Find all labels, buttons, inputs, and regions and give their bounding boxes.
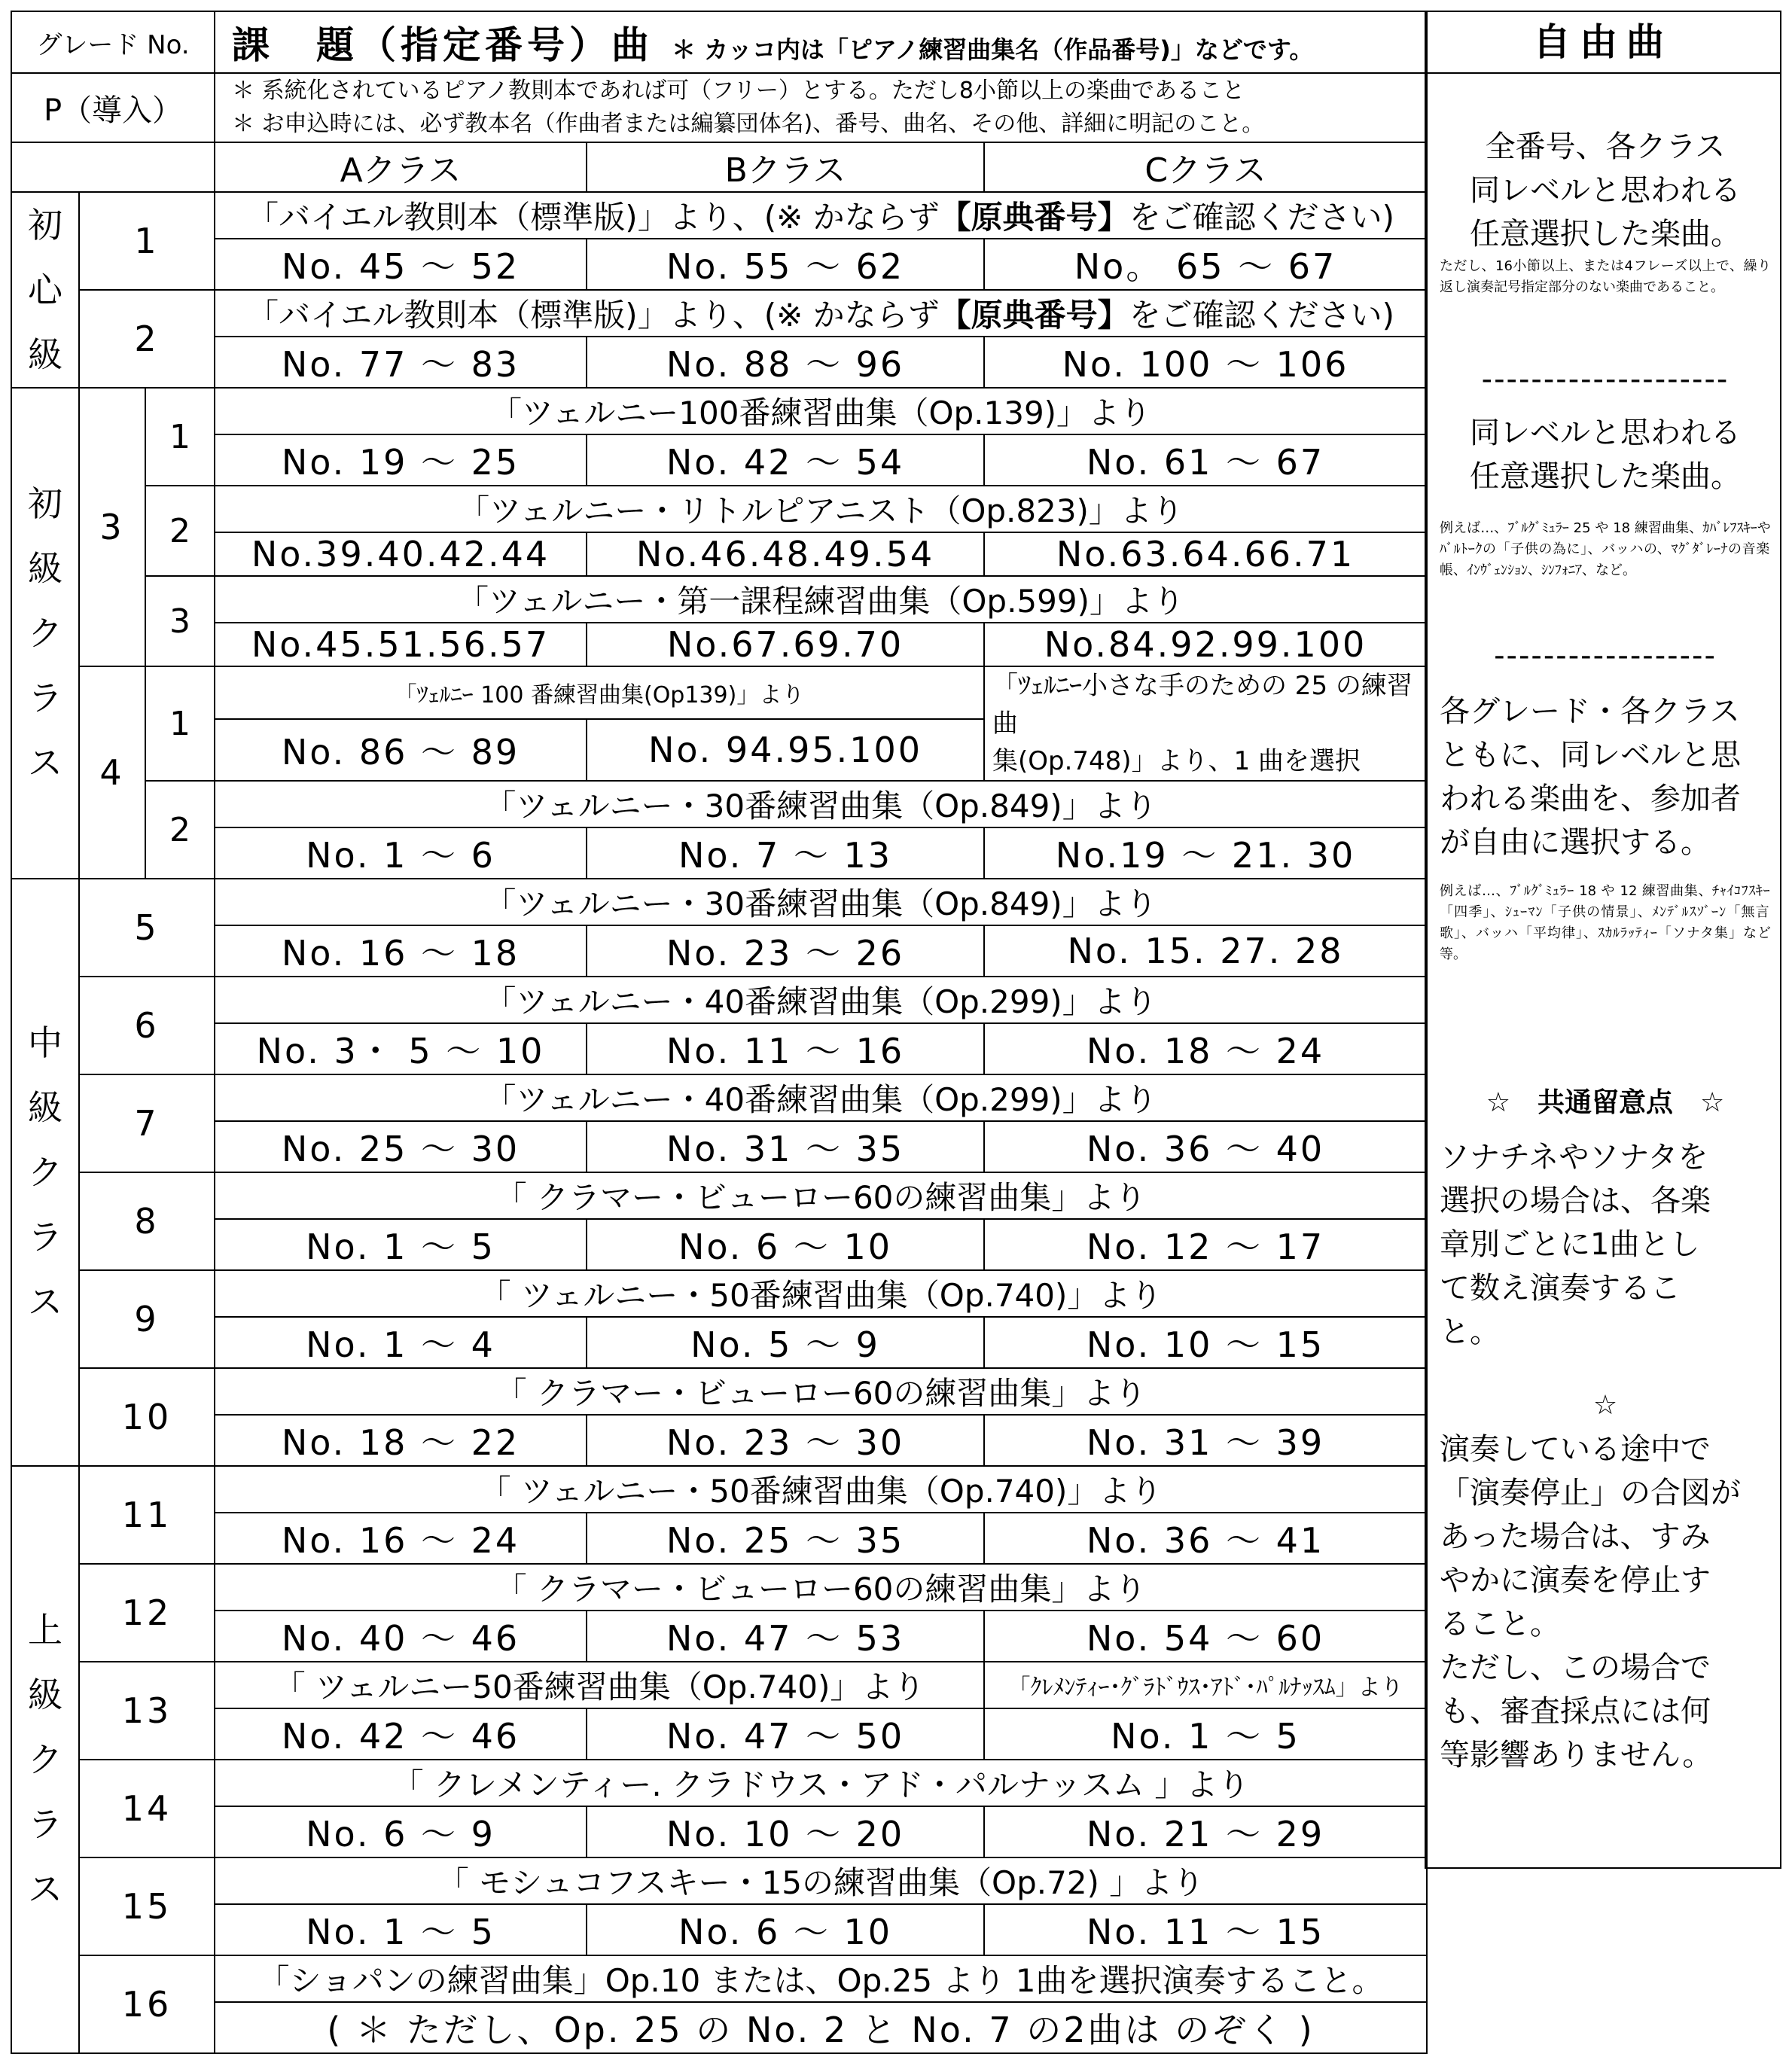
- grade-3-2-source: 「ツェルニー・リトルピアニスト（Op.823)」より: [215, 486, 1427, 532]
- grade-14-b: No. 10 ～ 20: [587, 1806, 984, 1857]
- grade-14-a: No. 6 ～ 9: [215, 1806, 587, 1857]
- level-chukyu: 中 級 ク ラ ス: [11, 879, 79, 1466]
- grade-1: 1: [79, 192, 215, 290]
- grade-4-1-source: 「ﾂｪﾙﾆｰ 100 番練習曲集(Op139)」より: [215, 666, 984, 719]
- grade-3: 3: [79, 388, 145, 666]
- level-jokyu: 上 級 ク ラ ス: [11, 1466, 79, 2053]
- grade-4-2-source: 「ツェルニー・30番練習曲集（Op.849)」より: [215, 781, 1427, 827]
- grade-7-b: No. 31 ～ 35: [587, 1121, 984, 1172]
- free-block-2-note: 例えば…、ﾌﾞﾙｸﾞﾐｭﾗｰ 25 や 18 練習曲集、ｶﾊﾞﾚﾌｽｷｰや ﾊﾞﾙﾄｰｸの「子供の為に」、バッハの、ﾏｸﾞﾀﾞﾚｰﾅの音楽帳、ｲﾝｳﾞｪﾝｼｮﾝ、ｼﾝﾌｫﾆｱ、など。: [1440, 520, 1771, 578]
- grade-3-2-b: No.46.48.49.54: [587, 532, 984, 576]
- p-line-2: ＊ お申込時には、必ず教本名（作曲者または編纂団体名)、番号、曲名、その他、詳細に明記のこと。: [232, 111, 1265, 137]
- grade-6-a: No. 3・ 5 ～ 10: [215, 1023, 587, 1074]
- kadai-title: 課 題（指定番号）曲: [232, 23, 654, 67]
- grade-6-source: 「ツェルニー・40番練習曲集（Op.299)」より: [215, 977, 1427, 1023]
- grade-16-line-2: ( ＊ ただし、Op. 25 の No. 2 と No. 7 の2曲は のぞく ): [215, 2002, 1427, 2053]
- level-shoshin: 初 心 級: [11, 192, 79, 388]
- grade-7-source: 「ツェルニー・40番練習曲集（Op.299)」より: [215, 1074, 1427, 1121]
- grade-14-source: 「 クレメンティー. クラドウス・アド・パルナッスム 」より: [215, 1760, 1427, 1806]
- grade-5-source: 「ツェルニー・30番練習曲集（Op.849)」より: [215, 879, 1427, 925]
- grade-7-a: No. 25 ～ 30: [215, 1121, 587, 1172]
- star-icon: ☆: [1592, 1390, 1618, 1421]
- grade-9: 9: [79, 1270, 215, 1368]
- grade-12: 12: [79, 1564, 215, 1662]
- common-note-1: ソナチネやソナタを 選択の場合は、各楽 章別ごとに1曲とし て数え演奏するこ と。: [1440, 1140, 1711, 1349]
- free-divider-1: --------------------: [1481, 362, 1730, 397]
- grade-15-b: No. 6 ～ 10: [587, 1904, 984, 1955]
- grade-4-2-c: No.19 ～ 21. 30: [984, 827, 1427, 879]
- grade-10-c: No. 31 ～ 39: [984, 1415, 1427, 1466]
- grade-13-a: No. 42 ～ 46: [215, 1708, 587, 1760]
- grade-1-a: No. 45 ～ 52: [215, 239, 587, 290]
- kadai-note: ＊ カッコ内は「ピアノ練習曲集名（作品番号)」などです。: [672, 35, 1314, 64]
- grade-3-3-a: No.45.51.56.57: [215, 623, 587, 666]
- grade-13-source-c: 「ｸﾚﾒﾝﾃｨｰ･ｸﾞﾗﾄﾞｳｽ･ｱﾄﾞ･ﾊﾟﾙﾅｯｽﾑ」より: [984, 1662, 1427, 1708]
- grade-no-header: グレード No.: [11, 11, 215, 73]
- class-b-header: Bクラス: [587, 142, 984, 192]
- common-notes-title: ☆ 共通留意点 ☆: [1486, 1087, 1725, 1118]
- grade-10: 10: [79, 1368, 215, 1466]
- grade-3-3-source: 「ツェルニー・第一課程練習曲集（Op.599)」より: [215, 576, 1427, 623]
- grade-11-source: 「 ツェルニー・50番練習曲集（Op.740)」より: [215, 1466, 1427, 1513]
- grade-7: 7: [79, 1074, 215, 1172]
- grade-5-a: No. 16 ～ 18: [215, 925, 587, 977]
- free-piece-column: [1425, 11, 1781, 1869]
- grade-3-2-c: No.63.64.66.71: [984, 532, 1427, 576]
- grade-3-1-source: 「ツェルニー100番練習曲集（Op.139)」より: [215, 388, 1427, 434]
- grade-13: 13: [79, 1662, 215, 1760]
- common-note-2: 演奏している途中で 「演奏停止」の合図が あった場合は、すみ やかに演奏を停止す ること。 ただし、この場合で も、審査採点には何 等影響ありません。: [1440, 1432, 1741, 1772]
- kadai-header: [215, 11, 1427, 73]
- grade-5-c: No. 15. 27. 28: [984, 925, 1427, 977]
- grade-2-source: 「バイエル教則本（標準版)」より、(※ かならず【原典番号】をご確認ください): [215, 290, 1427, 337]
- grade-14-c: No. 21 ～ 29: [984, 1806, 1427, 1857]
- grade-8-b: No. 6 ～ 10: [587, 1219, 984, 1270]
- grade-10-a: No. 18 ～ 22: [215, 1415, 587, 1466]
- grade-4-1-a: No. 86 ～ 89: [215, 719, 587, 781]
- grade-9-c: No. 10 ～ 15: [984, 1317, 1427, 1368]
- grade-3-2-sub: 2: [145, 486, 215, 576]
- grade-4-2-sub: 2: [145, 781, 215, 879]
- grade-3-1-c: No. 61 ～ 67: [984, 434, 1427, 486]
- p-line-1: ＊ 系統化されているピアノ教則本であれば可（フリー）とする。ただし8小節以上の楽曲であること: [232, 78, 1245, 104]
- grade-15: 15: [79, 1857, 215, 1955]
- grade-12-source: 「 クラマー・ビューロー60の練習曲集」より: [215, 1564, 1427, 1611]
- free-block-1: 全番号、各クラス 同レベルと思われる 任意選択した楽曲。 ただし、16小節以上、または4フレーズ以上で、繰り返し演奏記号指定部分のない楽曲であること。: [1440, 125, 1771, 298]
- grade-2-b: No. 88 ～ 96: [587, 337, 984, 388]
- empty-corner: [11, 142, 215, 192]
- grade-9-source: 「 ツェルニー・50番練習曲集（Op.740)」より: [215, 1270, 1427, 1317]
- grade-7-c: No. 36 ～ 40: [984, 1121, 1427, 1172]
- free-block-1-note: ただし、16小節以上、または4フレーズ以上で、繰り返し演奏記号指定部分のない楽曲であること。: [1440, 258, 1771, 295]
- grade-8: 8: [79, 1172, 215, 1270]
- grade-3-1-b: No. 42 ～ 54: [587, 434, 984, 486]
- grade-9-b: No. 5 ～ 9: [587, 1317, 984, 1368]
- page: [11, 11, 1781, 2050]
- grade-8-c: No. 12 ～ 17: [984, 1219, 1427, 1270]
- grade-3-3-sub: 3: [145, 576, 215, 666]
- grade-13-source-ab: 「 ツェルニー50番練習曲集（Op.740)」より: [215, 1662, 984, 1708]
- grade-6: 6: [79, 977, 215, 1074]
- kadai-table: [11, 11, 1428, 2054]
- grade-3-1-a: No. 19 ～ 25: [215, 434, 587, 486]
- grade-11-c: No. 36 ～ 41: [984, 1513, 1427, 1564]
- p-description: [215, 73, 1427, 142]
- grade-16-line-1: 「ショパンの練習曲集」Op.10 または、Op.25 より 1曲を選択演奏すること。: [215, 1955, 1427, 2002]
- level-shokyu: 初 級 ク ラ ス: [11, 388, 79, 879]
- grade-3-3-c: No.84.92.99.100: [984, 623, 1427, 666]
- grade-2: 2: [79, 290, 215, 388]
- grade-3-3-b: No.67.69.70: [587, 623, 984, 666]
- grade-4: 4: [79, 666, 145, 879]
- grade-9-a: No. 1 ～ 4: [215, 1317, 587, 1368]
- grade-12-b: No. 47 ～ 53: [587, 1611, 984, 1662]
- grade-13-b: No. 47 ～ 50: [587, 1708, 984, 1760]
- grade-4-1-b: No. 94.95.100: [587, 719, 984, 781]
- grade-8-source: 「 クラマー・ビューロー60の練習曲集」より: [215, 1172, 1427, 1219]
- grade-3-1-sub: 1: [145, 388, 215, 486]
- grade-2-c: No. 100 ～ 106: [984, 337, 1427, 388]
- grade-4-2-a: No. 1 ～ 6: [215, 827, 587, 879]
- class-a-header: Aクラス: [215, 142, 587, 192]
- free-block-2: 同レベルと思われる 任意選択した楽曲。 例えば…、ﾌﾞﾙｸﾞﾐｭﾗｰ 25 や 18 練習曲集、ｶﾊﾞﾚﾌｽｷｰや ﾊﾞﾙﾄｰｸの「子供の為に」、バッハの、ﾏｸﾞﾀﾞﾚｰﾅの音楽帳、ｲﾝｳﾞｪﾝｼｮﾝ、ｼﾝﾌｫﾆｱ、など。: [1440, 411, 1771, 581]
- grade-6-b: No. 11 ～ 16: [587, 1023, 984, 1074]
- grade-11: 11: [79, 1466, 215, 1564]
- grade-15-source: 「 モシュコフスキー・15の練習曲集（Op.72) 」より: [215, 1857, 1427, 1904]
- grade-11-b: No. 25 ～ 35: [587, 1513, 984, 1564]
- grade-8-a: No. 1 ～ 5: [215, 1219, 587, 1270]
- free-divider-2: ------------------: [1494, 638, 1717, 673]
- grade-4-2-b: No. 7 ～ 13: [587, 827, 984, 879]
- grade-5-b: No. 23 ～ 26: [587, 925, 984, 977]
- grade-14: 14: [79, 1760, 215, 1857]
- grade-1-b: No. 55 ～ 62: [587, 239, 984, 290]
- grade-15-a: No. 1 ～ 5: [215, 1904, 587, 1955]
- grade-1-c: No。 65 ～ 67: [984, 239, 1427, 290]
- grade-11-a: No. 16 ～ 24: [215, 1513, 587, 1564]
- grade-16: 16: [79, 1955, 215, 2053]
- grade-5: 5: [79, 879, 215, 977]
- grade-10-source: 「 クラマー・ビューロー60の練習曲集」より: [215, 1368, 1427, 1415]
- grade-13-c: No. 1 ～ 5: [984, 1708, 1427, 1760]
- grade-12-c: No. 54 ～ 60: [984, 1611, 1427, 1662]
- grade-12-a: No. 40 ～ 46: [215, 1611, 587, 1662]
- p-grade-label: P（導入）: [11, 73, 215, 142]
- class-c-header: Cクラス: [984, 142, 1427, 192]
- free-block-3: 各グレード・各クラス ともに、同レベルと思 われる楽曲を、参加者 が自由に選択する。 例えば…、ﾌﾞﾙｸﾞﾐｭﾗｰ 18 や 12 練習曲集、ﾁｬｲｺﾌｽｷｰ「四季」、ｼｭｰﾏﾝ「子供の情景」、ﾒﾝﾃﾞﾙｽｿﾞｰﾝ「無言歌」、バッハ「平均律」、ｽｶﾙﾗｯﾃｨｰ「ソナタ集」など等。: [1440, 690, 1771, 965]
- grade-10-b: No. 23 ～ 30: [587, 1415, 984, 1466]
- grade-2-a: No. 77 ～ 83: [215, 337, 587, 388]
- grade-6-c: No. 18 ～ 24: [984, 1023, 1427, 1074]
- free-piece-header: 自由曲: [1426, 12, 1780, 74]
- grade-15-c: No. 11 ～ 15: [984, 1904, 1427, 1955]
- grade-4-1-sub: 1: [145, 666, 215, 781]
- grade-3-2-a: No.39.40.42.44: [215, 532, 587, 576]
- grade-1-source: 「バイエル教則本（標準版)」より、(※ かならず【原典番号】をご確認ください): [215, 192, 1427, 239]
- free-block-3-note: 例えば…、ﾌﾞﾙｸﾞﾐｭﾗｰ 18 や 12 練習曲集、ﾁｬｲｺﾌｽｷｰ「四季」、ｼｭｰﾏﾝ「子供の情景」、ﾒﾝﾃﾞﾙｽｿﾞｰﾝ「無言歌」、バッハ「平均律」、ｽｶﾙﾗｯﾃｨｰ「ソナタ集」など等。: [1440, 883, 1771, 962]
- grade-4-1-c: 「ﾂｪﾙﾆｰ小さな手のための 25 の練習曲 集(Op.748)」より、1 曲を選択: [984, 666, 1427, 781]
